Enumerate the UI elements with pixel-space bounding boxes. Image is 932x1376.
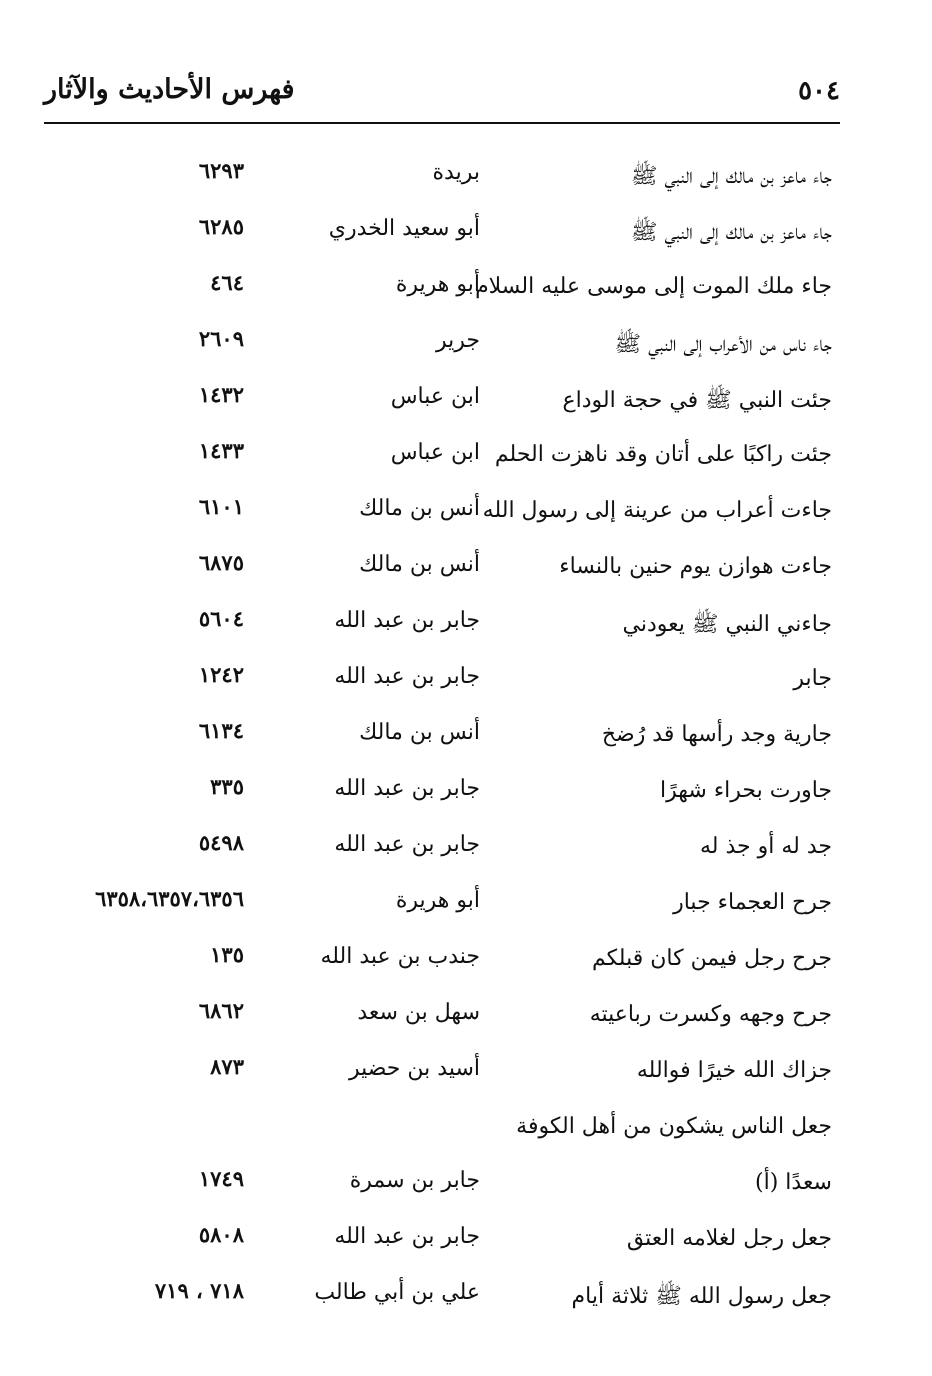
index-entry <box>0 1160 932 1216</box>
index-entry <box>0 1104 932 1160</box>
hadith-numbers: ٢٦٠٩ <box>198 326 244 351</box>
index-entry <box>0 768 932 824</box>
hadith-text: جعل رسول الله ﷺ ثلاثة أيام <box>571 1284 832 1309</box>
hadith-text: جاء ناس من الأعراب إلى النبي ﷺ <box>614 332 832 357</box>
hadith-numbers: ٣٣٥ <box>210 774 244 799</box>
hadith-numbers: ٥٨٠٨ <box>198 1222 244 1247</box>
narrator-name: جابر بن عبد الله <box>334 776 480 801</box>
hadith-numbers: ١٣٥ <box>210 942 244 967</box>
hadith-text: جعل رجل لغلامه العتق <box>626 1226 832 1251</box>
narrator-name: سهل بن سعد <box>357 1000 480 1025</box>
index-entry <box>0 880 932 936</box>
index-entry <box>0 600 932 656</box>
hadith-numbers: ١٧٤٩ <box>198 1166 244 1191</box>
index-entry <box>0 992 932 1048</box>
index-entry <box>0 712 932 768</box>
narrator-name: جرير <box>436 328 480 353</box>
index-entry <box>0 824 932 880</box>
narrator-name: جابر بن عبد الله <box>334 1224 480 1249</box>
hadith-text: جد له أو جذ له <box>700 834 832 859</box>
hadith-text: جابر <box>793 666 832 691</box>
hadith-numbers: ٦٨٦٢ <box>198 998 244 1023</box>
narrator-name: أبو هريرة <box>395 272 480 297</box>
hadith-text: جعل الناس يشكون من أهل الكوفة <box>516 1114 832 1139</box>
hadith-numbers: ٨٧٣ <box>210 1054 244 1079</box>
narrator-name: جابر بن عبد الله <box>334 664 480 689</box>
page-number: ٥٠٤ <box>798 76 840 106</box>
hadith-numbers: ٤٦٤ <box>210 270 244 295</box>
index-entry <box>0 152 932 208</box>
narrator-name: أبو هريرة <box>395 888 480 913</box>
header-rule <box>44 122 840 124</box>
narrator-name: علي بن أبي طالب <box>314 1280 480 1305</box>
narrator-name: أنس بن مالك <box>359 552 480 577</box>
hadith-numbers: ٦١٠١ <box>198 494 244 519</box>
hadith-text: جاء ماعز بن مالك إلى النبي ﷺ <box>630 220 832 245</box>
hadith-text: جرح وجهه وكسرت رباعيته <box>589 1002 832 1027</box>
hadith-text: جئت راكبًا على أتان وقد ناهزت الحلم <box>494 442 832 467</box>
index-entry <box>0 1216 932 1272</box>
narrator-name: جندب بن عبد الله <box>320 944 480 969</box>
narrator-name: جابر بن سمرة <box>349 1168 480 1193</box>
hadith-text: جارية وجد رأسها قد رُضخ <box>601 722 832 747</box>
index-entry <box>0 376 932 432</box>
hadith-text: جاءت أعراب من عرينة إلى رسول الله <box>482 498 832 523</box>
hadith-numbers: ٥٦٠٤ <box>198 606 244 631</box>
hadith-numbers: ٦٨٧٥ <box>198 550 244 575</box>
hadith-text: جرح العجماء جبار <box>673 890 832 915</box>
narrator-name: أنس بن مالك <box>359 720 480 745</box>
narrator-name: جابر بن عبد الله <box>334 832 480 857</box>
index-entry <box>0 488 932 544</box>
narrator-name: أنس بن مالك <box>359 496 480 521</box>
index-entries <box>0 152 932 1328</box>
hadith-text: سعدًا (أ) <box>755 1170 832 1195</box>
hadith-numbers: ١٤٣٣ <box>198 438 244 463</box>
index-entry <box>0 432 932 488</box>
index-entry <box>0 264 932 320</box>
index-entry <box>0 1272 932 1328</box>
hadith-text: جاء ملك الموت إلى موسى عليه السلام <box>475 274 832 299</box>
index-entry <box>0 320 932 376</box>
running-title: فهرس الأحاديث والآثار <box>44 74 295 105</box>
index-entry <box>0 208 932 264</box>
index-entry <box>0 656 932 712</box>
hadith-text: جزاك الله خيرًا فوالله <box>636 1058 832 1083</box>
hadith-numbers: ١٢٤٢ <box>198 662 244 687</box>
narrator-name: ابن عباس <box>390 384 480 409</box>
index-entry <box>0 936 932 992</box>
hadith-text: جرح رجل فيمن كان قبلكم <box>592 946 832 971</box>
hadith-text: جئت النبي ﷺ في حجة الوداع <box>562 388 832 413</box>
narrator-name: ابن عباس <box>390 440 480 465</box>
narrator-name: أبو سعيد الخدري <box>328 216 480 241</box>
narrator-name: بريدة <box>432 160 480 185</box>
hadith-text: جاءت هوازن يوم حنين بالنساء <box>559 554 832 579</box>
hadith-text: جاءني النبي ﷺ يعودني <box>622 612 832 637</box>
index-entry <box>0 544 932 600</box>
narrator-name: أسيد بن حضير <box>348 1056 480 1081</box>
hadith-numbers: ٦٢٨٥ <box>198 214 244 239</box>
hadith-numbers: ١٤٣٢ <box>198 382 244 407</box>
hadith-text: جاء ماعز بن مالك إلى النبي ﷺ <box>630 164 832 189</box>
hadith-numbers: ٦٢٩٣ <box>198 158 244 183</box>
hadith-numbers: ٧١٨ ، ٧١٩ <box>154 1278 244 1303</box>
hadith-text: جاورت بحراء شهرًا <box>660 778 832 803</box>
hadith-numbers: ٦١٣٤ <box>198 718 244 743</box>
narrator-name: جابر بن عبد الله <box>334 608 480 633</box>
hadith-numbers: ٦٣٥٨،٦٣٥٧،٦٣٥٦ <box>95 886 244 911</box>
hadith-numbers: ٥٤٩٨ <box>198 830 244 855</box>
page-header <box>44 70 840 118</box>
index-entry <box>0 1048 932 1104</box>
